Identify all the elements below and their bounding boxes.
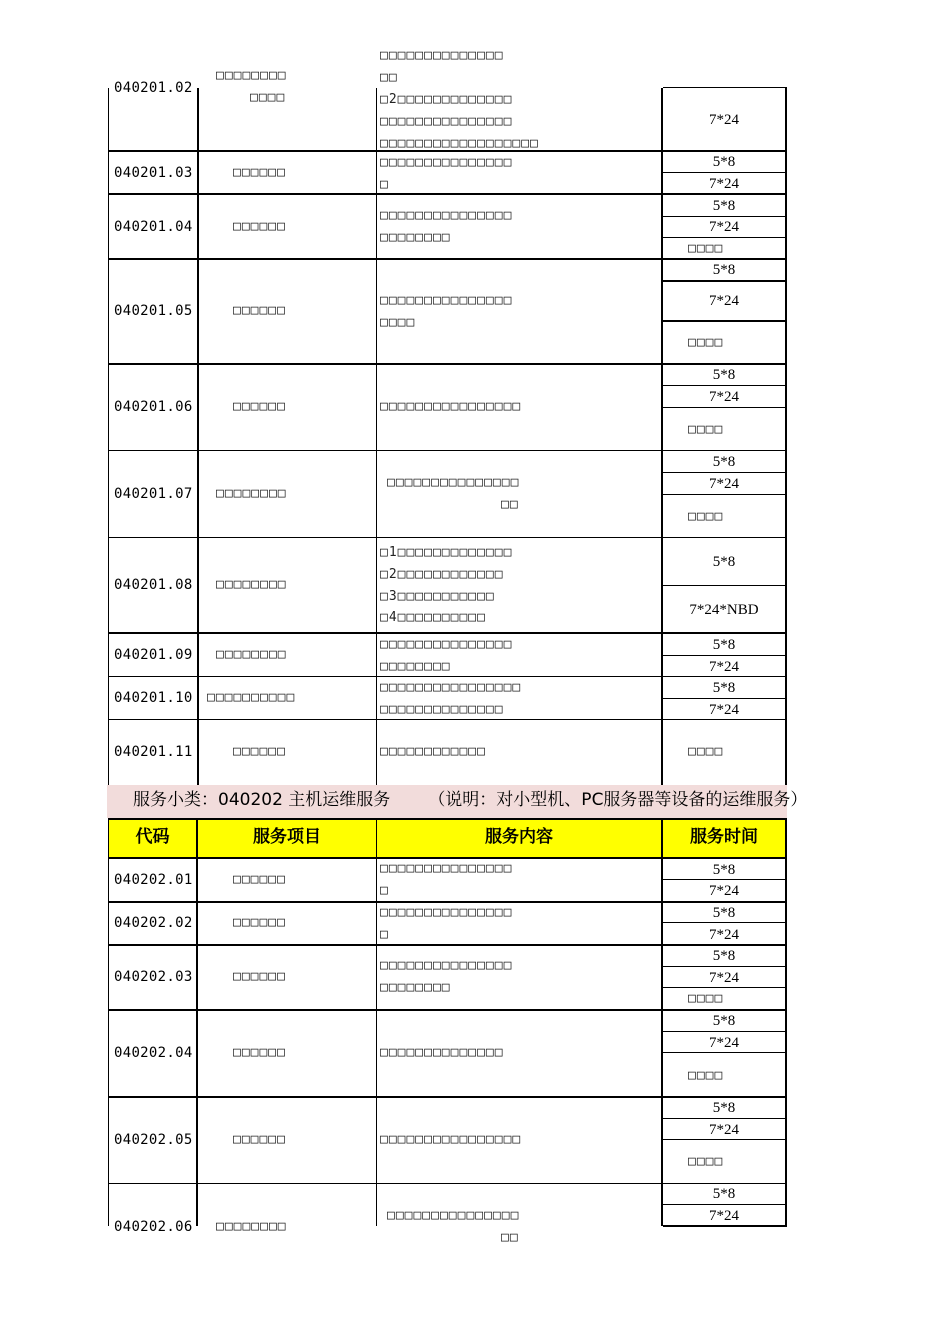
row-time: 5*8 bbox=[712, 198, 736, 214]
row-time: 5*8 bbox=[712, 948, 736, 964]
row-time: 5*8 bbox=[712, 905, 736, 921]
row-content: □□□□□□□□□□□□□□□ bbox=[380, 861, 513, 876]
row-content: □□ bbox=[380, 70, 398, 85]
row-time: □□□□ bbox=[688, 991, 724, 1006]
row-content: □□ bbox=[501, 497, 519, 512]
row-content: □□□□□□□□ bbox=[380, 230, 451, 245]
row-time: 5*8 bbox=[712, 1013, 736, 1029]
row-time: 7*24 bbox=[709, 659, 739, 675]
row-content: □3□□□□□□□□□□□ bbox=[380, 589, 495, 604]
row-item: □□□□□□ bbox=[233, 915, 286, 930]
row-code: 040202.06 bbox=[114, 1219, 193, 1235]
row-time: 7*24 bbox=[709, 1208, 739, 1224]
row-time: 7*24 bbox=[709, 1122, 739, 1138]
row-time: 5*8 bbox=[712, 262, 736, 278]
row-item: □□□□□□ bbox=[233, 1132, 286, 1147]
row-content: □ bbox=[380, 883, 389, 898]
row-content: □□ bbox=[501, 1230, 519, 1245]
row-content: □□□□□□□□□□□□□□□ bbox=[380, 155, 513, 170]
row-time: □□□□ bbox=[688, 422, 724, 437]
row-content: □4□□□□□□□□□□ bbox=[380, 610, 486, 625]
section-title: 服务小类：040202 主机运维服务 bbox=[133, 790, 391, 810]
row-code: 040201.04 bbox=[114, 219, 193, 235]
row-item: □□□□□□ bbox=[233, 399, 286, 414]
row-content: □□□□□□□□□□□□□□□ bbox=[387, 475, 520, 490]
section-note: （说明：对小型机、PC服务器等设备的运维服务） bbox=[428, 790, 808, 810]
section-header bbox=[133, 785, 807, 815]
row-time: 5*8 bbox=[712, 680, 736, 696]
row-time: 7*24 bbox=[709, 883, 739, 899]
row-time: 7*24 bbox=[709, 389, 739, 405]
row-time: 7*24 bbox=[709, 970, 739, 986]
row-item: □□□□□□□□□□ bbox=[207, 690, 296, 705]
row-item: □□□□□□ bbox=[233, 872, 286, 887]
row-time: 7*24 bbox=[709, 219, 739, 235]
row-content: □□□□□□□□□□□□□□□ bbox=[387, 1208, 520, 1223]
row-time: 7*24 bbox=[709, 293, 739, 309]
row-time: 5*8 bbox=[712, 554, 736, 570]
row-code: 040201.11 bbox=[114, 744, 193, 760]
row-content: □□□□□□□□□□□□□□□□ bbox=[380, 1132, 522, 1147]
row-content: □□□□□□□□ bbox=[380, 659, 451, 674]
row-code: 040201.07 bbox=[114, 486, 193, 502]
row-content: □2□□□□□□□□□□□□□ bbox=[380, 92, 513, 107]
row-content: □□□□□□□□□□□□□□ bbox=[380, 702, 504, 717]
row-time: 5*8 bbox=[712, 1100, 736, 1116]
row-code: 040202.03 bbox=[114, 969, 193, 985]
row-code: 040201.08 bbox=[114, 577, 193, 593]
row-item: □□□□□□□□ bbox=[216, 1219, 287, 1234]
row-time: □□□□ bbox=[688, 241, 724, 256]
row-item: □□□□□□□□ bbox=[216, 486, 287, 501]
row-time: □□□□ bbox=[688, 509, 724, 524]
row-time: 7*24 bbox=[709, 176, 739, 192]
row-time: 7*24*NBD bbox=[689, 602, 759, 618]
row-content: □□□□□□□□□□□□□□□□ bbox=[380, 399, 522, 414]
row-time: □□□□ bbox=[688, 744, 724, 759]
row-item: □□□□□□□□ bbox=[216, 647, 287, 662]
row-item: □□□□□□ bbox=[233, 303, 286, 318]
row-time: 7*24 bbox=[709, 476, 739, 492]
row-content: □□□□□□□□□□□□□□ bbox=[380, 1045, 504, 1060]
row-item: □□□□□□□□ bbox=[216, 68, 287, 83]
row-code: 040202.04 bbox=[114, 1045, 193, 1061]
row-code: 040201.02 bbox=[114, 80, 193, 96]
row-content: □ bbox=[380, 177, 389, 192]
row-item: □□□□□□ bbox=[233, 219, 286, 234]
row-content: □□□□ bbox=[380, 315, 416, 330]
row-item: □□□□□□ bbox=[233, 744, 286, 759]
row-item: □□□□□□ bbox=[233, 969, 286, 984]
row-time: 7*24 bbox=[709, 927, 739, 943]
row-content: □□□□□□□□□□□□□□□ bbox=[380, 208, 513, 223]
row-content: □□□□□□□□ bbox=[380, 980, 451, 995]
row-time: 7*24 bbox=[709, 702, 739, 718]
row-item: □□□□ bbox=[250, 90, 286, 105]
row-content: □ bbox=[380, 927, 389, 942]
column-header-time: 服务时间 bbox=[690, 827, 758, 847]
row-code: 040201.10 bbox=[114, 690, 193, 706]
row-time: 5*8 bbox=[712, 367, 736, 383]
row-time: 5*8 bbox=[712, 862, 736, 878]
row-time: 5*8 bbox=[712, 454, 736, 470]
row-code: 040201.06 bbox=[114, 399, 193, 415]
row-time: 7*24 bbox=[709, 112, 739, 128]
row-code: 040202.02 bbox=[114, 915, 193, 931]
column-header-content: 服务内容 bbox=[485, 827, 553, 847]
row-time: 5*8 bbox=[712, 154, 736, 170]
row-content: □1□□□□□□□□□□□□□ bbox=[380, 545, 513, 560]
row-code: 040201.03 bbox=[114, 165, 193, 181]
row-content: □□□□□□□□□□□□ bbox=[380, 744, 486, 759]
row-content: □□□□□□□□□□□□□□□ bbox=[380, 958, 513, 973]
row-item: □□□□□□□□ bbox=[216, 577, 287, 592]
row-code: 040201.05 bbox=[114, 303, 193, 319]
row-code: 040201.09 bbox=[114, 647, 193, 663]
column-header-item: 服务项目 bbox=[253, 827, 321, 847]
row-time: □□□□ bbox=[688, 1154, 724, 1169]
row-time: 5*8 bbox=[712, 637, 736, 653]
row-code: 040202.05 bbox=[114, 1132, 193, 1148]
row-time: 7*24 bbox=[709, 1035, 739, 1051]
row-content: □□□□□□□□□□□□□□□ bbox=[380, 905, 513, 920]
row-time: □□□□ bbox=[688, 1068, 724, 1083]
row-item: □□□□□□ bbox=[233, 1045, 286, 1060]
row-time: 5*8 bbox=[712, 1186, 736, 1202]
row-content: □□□□□□□□□□□□□□□□□□ bbox=[380, 136, 539, 151]
row-code: 040202.01 bbox=[114, 872, 193, 888]
row-content: □□□□□□□□□□□□□□□ bbox=[380, 637, 513, 652]
column-header-code: 代码 bbox=[135, 827, 170, 847]
row-item: □□□□□□ bbox=[233, 165, 286, 180]
row-content: □□□□□□□□□□□□□□□□ bbox=[380, 680, 522, 695]
row-content: □□□□□□□□□□□□□□ bbox=[380, 48, 504, 63]
row-time: □□□□ bbox=[688, 335, 724, 350]
row-content: □□□□□□□□□□□□□□□ bbox=[380, 114, 513, 129]
row-content: □□□□□□□□□□□□□□□ bbox=[380, 293, 513, 308]
row-content: □2□□□□□□□□□□□□ bbox=[380, 567, 504, 582]
